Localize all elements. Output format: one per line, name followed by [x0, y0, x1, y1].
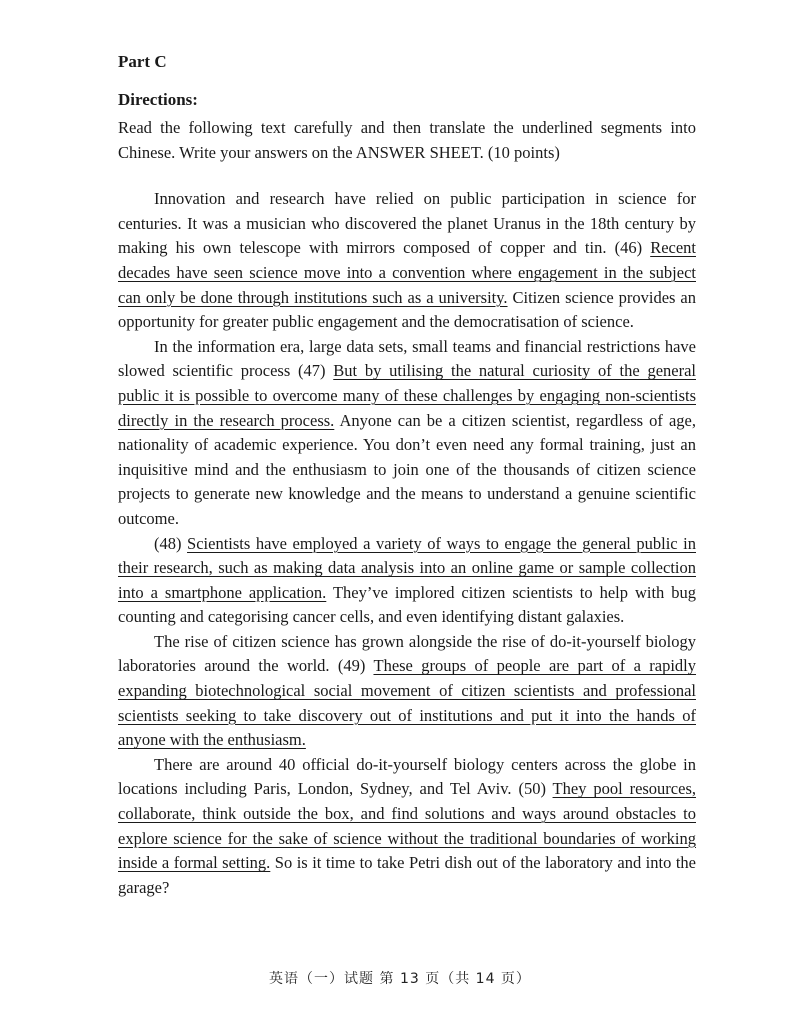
directions-text: Read the following text carefully and then translate the underlined segments into Chinese. Write your answers on the ANSWER SHEET. (10 points)	[118, 118, 696, 162]
underlined-segment-46: Recent decades have seen science move into a convention where engagement in the subject can only be done through institutions such as a university.	[118, 238, 696, 307]
paragraph-2	[118, 335, 696, 532]
paragraph-5-text: There are around 40 official do-it-yourself biology centers across the globe in locations including Paris, London, Sydney, and Tel Aviv. (50)	[118, 754, 696, 799]
exam-page	[118, 40, 696, 900]
underlined-segment-50: They pool resources, collaborate, think outside the box, and find solutions and ways around obstacles to explore science for the sake of science without the traditional boundaries of working inside a formal setting.	[118, 779, 696, 873]
part-title: Part C	[118, 52, 167, 71]
paragraph-4-text: The rise of citizen science has grown alongside the rise of do-it-yourself biology laboratories around the world. (49)	[118, 631, 696, 676]
underlined-segment-47: But by utilising the natural curiosity of the general public it is possible to overcome many of these challenges by engaging non-scientists directly in the research process.	[118, 361, 696, 430]
underlined-segment-48: Scientists have employed a variety of ways to engage the general public in their research, such as making data analysis into an online game or sample collection into a smartphone application.	[118, 533, 696, 602]
paragraph-3	[118, 532, 696, 630]
paragraph-5-text: So is it time to take Petri dish out of the laboratory and into the garage?	[118, 853, 696, 897]
paragraph-1-text: Innovation and research have relied on public participation in science for centuries. It was a musician who discovered the planet Uranus in the 18th century by making his own telescope with mirrors composed of copper and tin. (46)	[118, 189, 696, 258]
paragraph-1	[118, 187, 696, 335]
paragraph-3-text: They’ve implored citizen scientists to help with bug counting and categorising cancer cells, and even identifying distant galaxies.	[118, 582, 697, 627]
paragraph-3-text: (48)	[154, 533, 188, 553]
underlined-segment-49: These groups of people are part of a rapidly expanding biotechnological social movement of citizen scientists and professional scientists seeking to take discovery out of institutions and put it into the hands of anyone with the enthusiasm.	[118, 656, 697, 750]
paragraph-4	[118, 630, 696, 753]
paragraph-5	[118, 753, 696, 901]
page-footer: 英语（一）试题 第 13 页（共 14 页）	[269, 971, 531, 987]
paragraph-2-text: Anyone can be a citizen scientist, regardless of age, nationality of academic experience. You don’t even need any formal training, just an inquisitive mind and the enthusiasm to join one of the thousands of citizen science projects to generate new knowledge and the means to understand a genuine scientific outcome.	[118, 410, 697, 528]
paragraph-2-text: In the information era, large data sets, small teams and financial restrictions have slowed scientific process (47)	[118, 336, 696, 381]
paragraph-1-text: Citizen science provides an opportunity for greater public engagement and the democratisation of science.	[118, 287, 696, 332]
directions-title: Directions:	[118, 90, 198, 109]
passage	[118, 187, 696, 900]
